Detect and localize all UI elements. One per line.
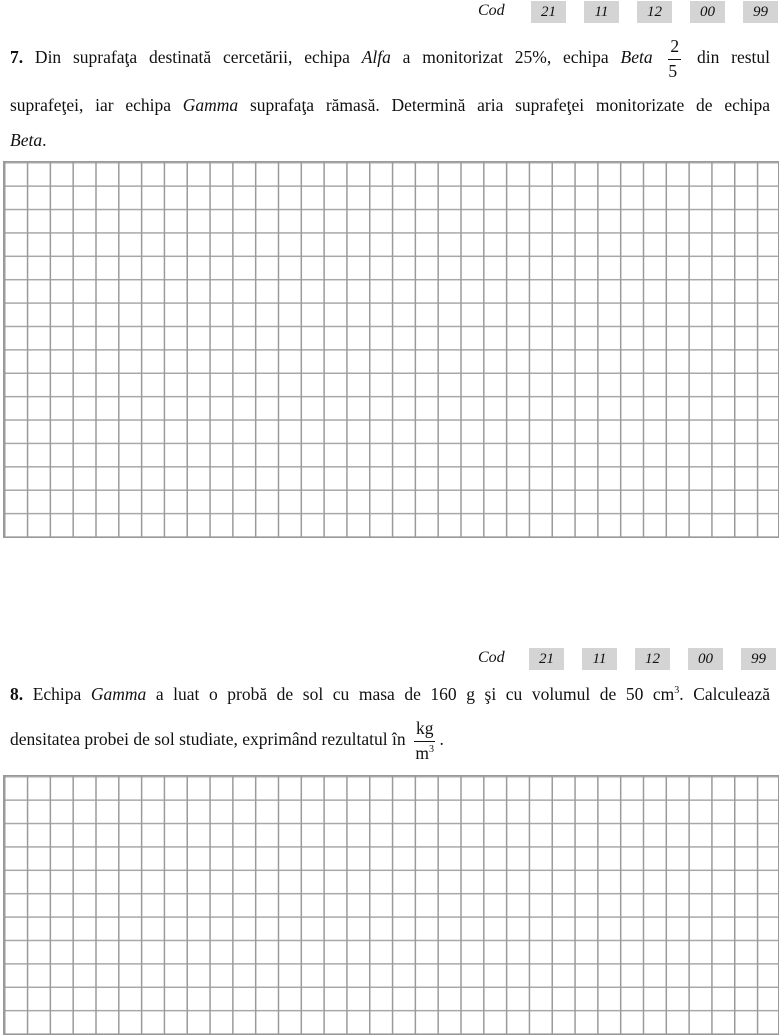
code-box: 12 (635, 648, 670, 670)
code-box: 21 (531, 1, 566, 23)
text: a monitorizat 25%, echipa (390, 47, 621, 68)
numerator: 2 (668, 38, 681, 60)
text: a luat o probă de sol cu masa de 160 g şi cu volumul de 50 cm (146, 684, 675, 704)
q8-line-1 (10, 684, 770, 705)
team-name: Alfa (361, 47, 391, 68)
code-box: 99 (741, 648, 776, 670)
code-box: 00 (690, 1, 725, 23)
team-name: Beta (10, 130, 43, 150)
numerator: kg (414, 720, 436, 742)
text: suprafaţa rămasă. Determină aria suprafeţei monitorizate de echipa (238, 95, 770, 115)
text: . (42, 130, 47, 150)
team-name: Gamma (90, 684, 147, 704)
superscript: 3 (429, 743, 435, 755)
fraction (414, 720, 436, 762)
question-number: 8. (10, 684, 24, 704)
text: . Calculează (679, 684, 770, 704)
text: suprafeţei, iar echipa (10, 95, 183, 115)
question-number: 7. (10, 47, 24, 68)
code-row-q7 (0, 0, 783, 24)
q7-line-2 (10, 95, 770, 116)
denominator: 5 (668, 60, 678, 81)
q7-line-3 (10, 130, 770, 151)
answer-grid-q8[interactable] (3, 775, 779, 1035)
text: . (439, 729, 444, 750)
text: Echipa (23, 684, 91, 704)
code-box: 11 (584, 1, 619, 23)
text: Din suprafaţa destinată cercetării, echipa (23, 47, 362, 68)
code-label: Cod (478, 649, 505, 666)
q7-line-1 (10, 38, 770, 80)
team-name: Gamma (182, 95, 239, 115)
code-label: Cod (478, 2, 505, 19)
code-box: 99 (743, 1, 778, 23)
team-name: Beta (620, 47, 653, 68)
code-box: 00 (688, 648, 723, 670)
text: din restul (685, 47, 771, 68)
code-box: 12 (637, 1, 672, 23)
code-box: 21 (529, 648, 564, 670)
unit: m (415, 742, 430, 763)
superscript: 3 (674, 685, 680, 697)
denominator (414, 742, 436, 763)
answer-grid-q7[interactable] (3, 161, 779, 538)
code-row-q8 (0, 647, 783, 671)
fraction (668, 38, 681, 80)
code-box: 11 (582, 648, 617, 670)
q8-line-2 (10, 720, 770, 762)
text: densitatea probei de sol studiate, exprimând rezultatul în (10, 729, 406, 750)
